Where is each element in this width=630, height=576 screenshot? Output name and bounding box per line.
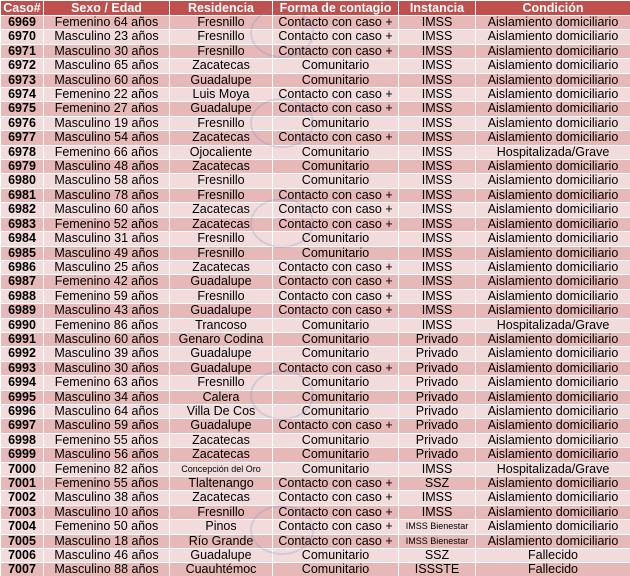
cell-caso: 6990 [1,318,44,332]
cell-instancia: SSZ [399,549,476,563]
cell-condicion: Fallecido [476,549,630,563]
cell-caso: 6977 [1,131,44,145]
cell-condicion: Aislamiento domiciliario [476,448,630,462]
cell-caso: 6970 [1,30,44,44]
cell-condicion: Aislamiento domiciliario [476,275,630,289]
cell-caso: 7005 [1,534,44,548]
cell-sexo-edad: Masculino 60 años [44,332,170,346]
cell-condicion: Aislamiento domiciliario [476,30,630,44]
header-caso: Caso# [1,1,44,16]
cell-residencia: Zacatecas [170,131,273,145]
cell-sexo-edad: Femenino 59 años [44,289,170,303]
cell-forma-contagio: Comunitario [273,376,399,390]
cell-caso: 6996 [1,404,44,418]
cell-instancia: Privado [399,419,476,433]
cell-sexo-edad: Masculino 48 años [44,160,170,174]
cell-forma-contagio: Contacto con caso + [273,505,399,519]
cell-residencia: Fresnillo [170,16,273,30]
cell-sexo-edad: Masculino 10 años [44,505,170,519]
cell-forma-contagio: Comunitario [273,549,399,563]
cell-caso: 6985 [1,246,44,260]
cell-instancia: IMSS Bienestar [399,534,476,548]
cell-sexo-edad: Masculino 60 años [44,73,170,87]
cell-residencia: Zacatecas [170,260,273,274]
cell-sexo-edad: Masculino 65 años [44,59,170,73]
table-row [1,188,630,202]
table-row [1,404,630,418]
table-row [1,347,630,361]
cell-sexo-edad: Masculino 23 años [44,30,170,44]
cell-sexo-edad: Masculino 60 años [44,203,170,217]
table-row [1,203,630,217]
cell-instancia: Privado [399,404,476,418]
cell-forma-contagio: Contacto con caso + [273,520,399,534]
cell-sexo-edad: Masculino 58 años [44,174,170,188]
cell-sexo-edad: Masculino 43 años [44,304,170,318]
table-row [1,16,630,30]
cell-forma-contagio: Comunitario [273,390,399,404]
cell-caso: 6982 [1,203,44,217]
cell-caso: 6988 [1,289,44,303]
cell-forma-contagio: Contacto con caso + [273,102,399,116]
cell-condicion: Aislamiento domiciliario [476,390,630,404]
cell-condicion: Aislamiento domiciliario [476,347,630,361]
cell-condicion: Aislamiento domiciliario [476,534,630,548]
cell-sexo-edad: Masculino 19 años [44,116,170,130]
table-row [1,549,630,563]
cell-forma-contagio: Comunitario [273,404,399,418]
table-row [1,232,630,246]
cell-residencia: Guadalupe [170,347,273,361]
cell-caso: 6984 [1,232,44,246]
cell-condicion: Aislamiento domiciliario [476,232,630,246]
cell-sexo-edad: Masculino 18 años [44,534,170,548]
cell-forma-contagio: Contacto con caso + [273,188,399,202]
cell-sexo-edad: Masculino 31 años [44,232,170,246]
cell-instancia: IMSS [399,174,476,188]
cell-condicion: Aislamiento domiciliario [476,102,630,116]
cell-sexo-edad: Masculino 46 años [44,549,170,563]
cell-residencia: Tlaltenango [170,477,273,491]
cell-caso: 6983 [1,217,44,231]
cell-instancia: Privado [399,376,476,390]
cell-sexo-edad: Femenino 82 años [44,462,170,476]
cell-residencia: Zacatecas [170,217,273,231]
cell-residencia: Guadalupe [170,73,273,87]
cell-forma-contagio: Comunitario [273,433,399,447]
cell-instancia: SSZ [399,477,476,491]
cell-condicion: Aislamiento domiciliario [476,203,630,217]
cell-condicion: Aislamiento domiciliario [476,491,630,505]
cell-sexo-edad: Masculino 54 años [44,131,170,145]
cell-instancia: Privado [399,347,476,361]
cell-residencia: Zacatecas [170,491,273,505]
cell-condicion: Hospitalizada/Grave [476,145,630,159]
table-row [1,376,630,390]
cell-forma-contagio: Contacto con caso + [273,88,399,102]
cell-instancia: IMSS [399,246,476,260]
table-row [1,505,630,519]
cell-sexo-edad: Masculino 25 años [44,260,170,274]
cell-condicion: Aislamiento domiciliario [476,88,630,102]
header-row [1,1,630,16]
cell-condicion: Aislamiento domiciliario [476,477,630,491]
cell-condicion: Aislamiento domiciliario [476,246,630,260]
cell-caso: 6994 [1,376,44,390]
cell-residencia: Concepción del Oro [170,462,273,476]
cell-condicion: Aislamiento domiciliario [476,59,630,73]
cell-condicion: Aislamiento domiciliario [476,289,630,303]
table-row [1,332,630,346]
table-row [1,246,630,260]
cell-caso: 7007 [1,563,44,576]
cell-sexo-edad: Masculino 88 años [44,563,170,576]
cell-caso: 7002 [1,491,44,505]
cell-forma-contagio: Comunitario [273,462,399,476]
cell-instancia: IMSS [399,102,476,116]
cell-residencia: Cuauhtémoc [170,563,273,576]
cell-condicion: Aislamiento domiciliario [476,16,630,30]
cell-forma-contagio: Contacto con caso + [273,361,399,375]
cell-forma-contagio: Contacto con caso + [273,217,399,231]
cell-residencia: Trancoso [170,318,273,332]
cell-condicion: Aislamiento domiciliario [476,73,630,87]
cell-residencia: Zacatecas [170,59,273,73]
cell-residencia: Fresnillo [170,232,273,246]
cell-residencia: Fresnillo [170,289,273,303]
cell-caso: 7004 [1,520,44,534]
cell-instancia: IMSS [399,131,476,145]
cell-residencia: Fresnillo [170,505,273,519]
cell-residencia: Guadalupe [170,419,273,433]
cell-sexo-edad: Femenino 66 años [44,145,170,159]
cell-forma-contagio: Contacto con caso + [273,275,399,289]
cell-residencia: Guadalupe [170,304,273,318]
cell-forma-contagio: Contacto con caso + [273,44,399,58]
cell-sexo-edad: Femenino 86 años [44,318,170,332]
cell-residencia: Zacatecas [170,433,273,447]
table-row [1,520,630,534]
cell-forma-contagio: Comunitario [273,448,399,462]
cell-instancia: Privado [399,448,476,462]
cell-instancia: IMSS [399,491,476,505]
cell-forma-contagio: Comunitario [273,347,399,361]
cell-caso: 7003 [1,505,44,519]
cell-forma-contagio: Contacto con caso + [273,419,399,433]
table-row [1,318,630,332]
cell-caso: 6974 [1,88,44,102]
cell-condicion: Aislamiento domiciliario [476,116,630,130]
cell-residencia: Fresnillo [170,188,273,202]
cell-residencia: Zacatecas [170,203,273,217]
cell-caso: 6995 [1,390,44,404]
cell-condicion: Aislamiento domiciliario [476,217,630,231]
cell-forma-contagio: Contacto con caso + [273,260,399,274]
cell-residencia: Guadalupe [170,361,273,375]
cell-condicion: Aislamiento domiciliario [476,188,630,202]
cell-sexo-edad: Masculino 59 años [44,419,170,433]
cell-forma-contagio: Contacto con caso + [273,477,399,491]
cell-condicion: Hospitalizada/Grave [476,462,630,476]
cell-residencia: Río Grande [170,534,273,548]
table-row [1,304,630,318]
cell-instancia: IMSS [399,232,476,246]
cell-forma-contagio: Comunitario [273,232,399,246]
cell-sexo-edad: Femenino 55 años [44,477,170,491]
table-row [1,88,630,102]
cell-instancia: IMSS [399,44,476,58]
cell-residencia: Villa De Cos [170,404,273,418]
cell-condicion: Aislamiento domiciliario [476,304,630,318]
header-instancia: Instancia [399,1,476,16]
cell-residencia: Fresnillo [170,246,273,260]
cell-instancia: Privado [399,332,476,346]
cell-caso: 6986 [1,260,44,274]
cell-instancia: IMSS [399,73,476,87]
cell-instancia: Privado [399,361,476,375]
cell-forma-contagio: Contacto con caso + [273,534,399,548]
cell-forma-contagio: Contacto con caso + [273,131,399,145]
cell-instancia: IMSS [399,275,476,289]
cell-forma-contagio: Comunitario [273,318,399,332]
cell-caso: 7001 [1,477,44,491]
cell-forma-contagio: Comunitario [273,332,399,346]
cell-forma-contagio: Comunitario [273,246,399,260]
cell-forma-contagio: Contacto con caso + [273,30,399,44]
header-condicion: Condición [476,1,630,16]
cell-residencia: Calera [170,390,273,404]
cell-condicion: Aislamiento domiciliario [476,505,630,519]
table-row [1,448,630,462]
cell-caso: 6981 [1,188,44,202]
cell-condicion: Hospitalizada/Grave [476,318,630,332]
cell-caso: 6989 [1,304,44,318]
cell-sexo-edad: Masculino 39 años [44,347,170,361]
cell-forma-contagio: Contacto con caso + [273,203,399,217]
table-row [1,275,630,289]
cell-residencia: Luis Moya [170,88,273,102]
cell-caso: 6998 [1,433,44,447]
cell-forma-contagio: Comunitario [273,160,399,174]
table-row [1,289,630,303]
cell-condicion: Aislamiento domiciliario [476,376,630,390]
cell-caso: 6997 [1,419,44,433]
cell-condicion: Aislamiento domiciliario [476,160,630,174]
cell-instancia: Privado [399,433,476,447]
cell-sexo-edad: Femenino 63 años [44,376,170,390]
cell-sexo-edad: Masculino 56 años [44,448,170,462]
cell-caso: 6978 [1,145,44,159]
cell-forma-contagio: Contacto con caso + [273,491,399,505]
cell-instancia: IMSS [399,304,476,318]
table-row [1,30,630,44]
header-residencia: Residencia [170,1,273,16]
cell-sexo-edad: Masculino 30 años [44,44,170,58]
cell-instancia: IMSS [399,260,476,274]
cell-caso: 6999 [1,448,44,462]
table-row [1,260,630,274]
cell-caso: 6971 [1,44,44,58]
cell-residencia: Fresnillo [170,116,273,130]
table-row [1,73,630,87]
cell-condicion: Aislamiento domiciliario [476,174,630,188]
cell-instancia: IMSS [399,318,476,332]
cell-sexo-edad: Masculino 30 años [44,361,170,375]
cell-instancia: IMSS [399,289,476,303]
cell-caso: 6972 [1,59,44,73]
cell-condicion: Aislamiento domiciliario [476,419,630,433]
cell-condicion: Fallecido [476,563,630,576]
cell-caso: 7000 [1,462,44,476]
cell-forma-contagio: Comunitario [273,59,399,73]
table-row [1,44,630,58]
cell-residencia: Guadalupe [170,102,273,116]
table-row [1,390,630,404]
cell-caso: 6969 [1,16,44,30]
cell-instancia: IMSS [399,116,476,130]
cell-residencia: Genaro Codina [170,332,273,346]
table-row [1,217,630,231]
cell-caso: 6987 [1,275,44,289]
table-row [1,419,630,433]
table-row [1,361,630,375]
table-row [1,563,630,576]
cell-instancia: Privado [399,390,476,404]
cell-sexo-edad: Masculino 78 años [44,188,170,202]
cell-instancia: IMSS [399,505,476,519]
cell-condicion: Aislamiento domiciliario [476,44,630,58]
cell-caso: 6973 [1,73,44,87]
cell-caso: 6993 [1,361,44,375]
cell-residencia: Fresnillo [170,174,273,188]
table-row [1,160,630,174]
cell-instancia: IMSS [399,59,476,73]
cell-caso: 6975 [1,102,44,116]
table-row [1,491,630,505]
table-row [1,462,630,476]
cell-forma-contagio: Comunitario [273,73,399,87]
cell-instancia: ISSSTE [399,563,476,576]
cell-instancia: IMSS [399,203,476,217]
cell-instancia: IMSS [399,217,476,231]
cell-residencia: Fresnillo [170,376,273,390]
cell-sexo-edad: Femenino 42 años [44,275,170,289]
cell-residencia: Zacatecas [170,160,273,174]
cell-instancia: IMSS [399,145,476,159]
cell-condicion: Aislamiento domiciliario [476,131,630,145]
table-row [1,102,630,116]
cell-forma-contagio: Contacto con caso + [273,16,399,30]
cell-residencia: Ojocaliente [170,145,273,159]
table-row [1,174,630,188]
cell-instancia: IMSS [399,160,476,174]
cell-forma-contagio: Comunitario [273,116,399,130]
cell-sexo-edad: Masculino 38 años [44,491,170,505]
cell-residencia: Pinos [170,520,273,534]
header-sexo-edad: Sexo / Edad [44,1,170,16]
table-row [1,116,630,130]
cell-residencia: Fresnillo [170,30,273,44]
header-forma-contagio: Forma de contagio [273,1,399,16]
cell-sexo-edad: Femenino 52 años [44,217,170,231]
cell-sexo-edad: Femenino 50 años [44,520,170,534]
cell-instancia: IMSS Bienestar [399,520,476,534]
cell-instancia: IMSS [399,30,476,44]
cell-condicion: Aislamiento domiciliario [476,520,630,534]
cell-caso: 6980 [1,174,44,188]
cell-instancia: IMSS [399,88,476,102]
cell-residencia: Guadalupe [170,275,273,289]
cell-condicion: Aislamiento domiciliario [476,404,630,418]
cell-caso: 6976 [1,116,44,130]
cell-sexo-edad: Femenino 64 años [44,16,170,30]
table-row [1,534,630,548]
cell-caso: 7006 [1,549,44,563]
cell-instancia: IMSS [399,16,476,30]
table-row [1,477,630,491]
cell-condicion: Aislamiento domiciliario [476,433,630,447]
table-row [1,145,630,159]
cell-residencia: Guadalupe [170,549,273,563]
cell-caso: 6991 [1,332,44,346]
cell-residencia: Zacatecas [170,448,273,462]
cell-instancia: IMSS [399,462,476,476]
cell-sexo-edad: Masculino 64 años [44,404,170,418]
table-row [1,59,630,73]
cell-forma-contagio: Contacto con caso + [273,289,399,303]
cell-residencia: Fresnillo [170,44,273,58]
cell-forma-contagio: Contacto con caso + [273,304,399,318]
table-row [1,433,630,447]
cell-condicion: Aislamiento domiciliario [476,332,630,346]
cell-sexo-edad: Femenino 27 años [44,102,170,116]
cell-condicion: Aislamiento domiciliario [476,361,630,375]
cell-caso: 6979 [1,160,44,174]
table-row [1,131,630,145]
cell-sexo-edad: Masculino 49 años [44,246,170,260]
cell-forma-contagio: Comunitario [273,145,399,159]
cell-sexo-edad: Femenino 55 años [44,433,170,447]
cell-sexo-edad: Femenino 22 años [44,88,170,102]
cell-sexo-edad: Masculino 34 años [44,390,170,404]
cell-instancia: IMSS [399,188,476,202]
cell-forma-contagio: Comunitario [273,174,399,188]
cell-caso: 6992 [1,347,44,361]
cell-condicion: Aislamiento domiciliario [476,260,630,274]
cell-forma-contagio: Comunitario [273,563,399,576]
